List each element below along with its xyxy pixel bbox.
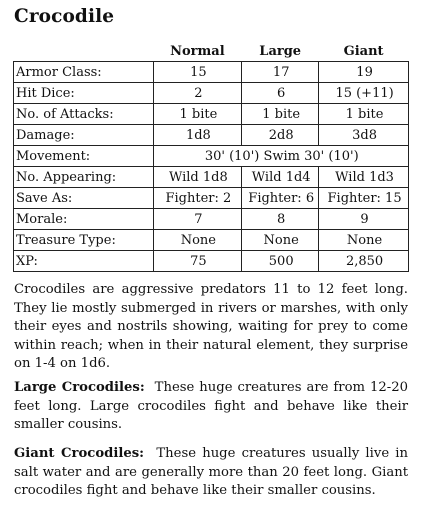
stat-value: 19 [319,62,409,83]
row-hit-dice [14,83,409,104]
stats-header-row [14,42,409,62]
stat-label: Movement: [14,146,154,167]
stat-value: Wild 1d8 [153,167,242,188]
header-giant: Giant [343,44,384,59]
header-empty [14,42,154,62]
stat-value: 2,850 [319,251,409,272]
description-text: Crocodiles are aggressive predators 11 to 12 feet long. They lie mostly submerged in rivers or marshes, with only their eyes and nostrils showing, waiting for prey to come within reach; when in their natural element, they surprise on 1-4 on 1d6. [14,282,408,371]
stat-value: Wild 1d3 [319,167,409,188]
paragraph-text: These huge creatures are from 12-20 feet long. Large crocodiles fight and behave like their smaller cousins. [14,380,408,432]
row-movement [14,146,409,167]
stat-value: 15 [153,62,242,83]
row-morale [14,209,409,230]
stat-value: Fighter: 2 [153,188,242,209]
monster-title: Crocodile [14,6,115,27]
stats-table [13,42,409,272]
stat-label: Morale: [14,209,154,230]
stat-label: Treasure Type: [14,230,154,251]
description-paragraph [14,281,408,374]
header-large: Large [259,44,302,59]
large-crocodiles-paragraph [14,379,408,435]
row-no-appearing [14,167,409,188]
stat-value: 15 (+11) [319,83,409,104]
stat-label: No. of Attacks: [14,104,154,125]
row-attacks [14,104,409,125]
paragraph-lead: Giant Crocodiles: [14,446,145,461]
stat-value: None [319,230,409,251]
stat-value: 1 bite [153,104,242,125]
stat-value: None [242,230,319,251]
row-save-as [14,188,409,209]
stat-label: Armor Class: [14,62,154,83]
stat-value: None [153,230,242,251]
giant-crocodiles-paragraph [14,445,408,501]
stat-value: 500 [242,251,319,272]
stat-value: 8 [242,209,319,230]
row-armor-class [14,62,409,83]
stat-value: 9 [319,209,409,230]
stat-value: 3d8 [319,125,409,146]
stat-label: Hit Dice: [14,83,154,104]
stat-value: Wild 1d4 [242,167,319,188]
stat-value: 6 [242,83,319,104]
row-xp [14,251,409,272]
row-treasure-type [14,230,409,251]
stat-value: 1d8 [153,125,242,146]
stat-value: 7 [153,209,242,230]
paragraph-text: These huge creatures usually live in salt water and are generally more than 20 feet long. Giant crocodiles fight and behave like their smaller cousins. [14,446,408,498]
stat-value: 17 [242,62,319,83]
row-damage [14,125,409,146]
stat-value: 75 [153,251,242,272]
stat-value: 1 bite [319,104,409,125]
stat-value: 2d8 [242,125,319,146]
stat-value: Fighter: 6 [242,188,319,209]
paragraph-lead: Large Crocodiles: [14,380,145,395]
stat-label: Damage: [14,125,154,146]
stat-label: Save As: [14,188,154,209]
header-normal: Normal [170,44,225,59]
stat-value: 1 bite [242,104,319,125]
stat-label: No. Appearing: [14,167,154,188]
stat-label: XP: [14,251,154,272]
stat-value: 2 [153,83,242,104]
stat-value: Fighter: 15 [319,188,409,209]
stat-value-span: 30' (10') Swim 30' (10') [153,146,408,167]
